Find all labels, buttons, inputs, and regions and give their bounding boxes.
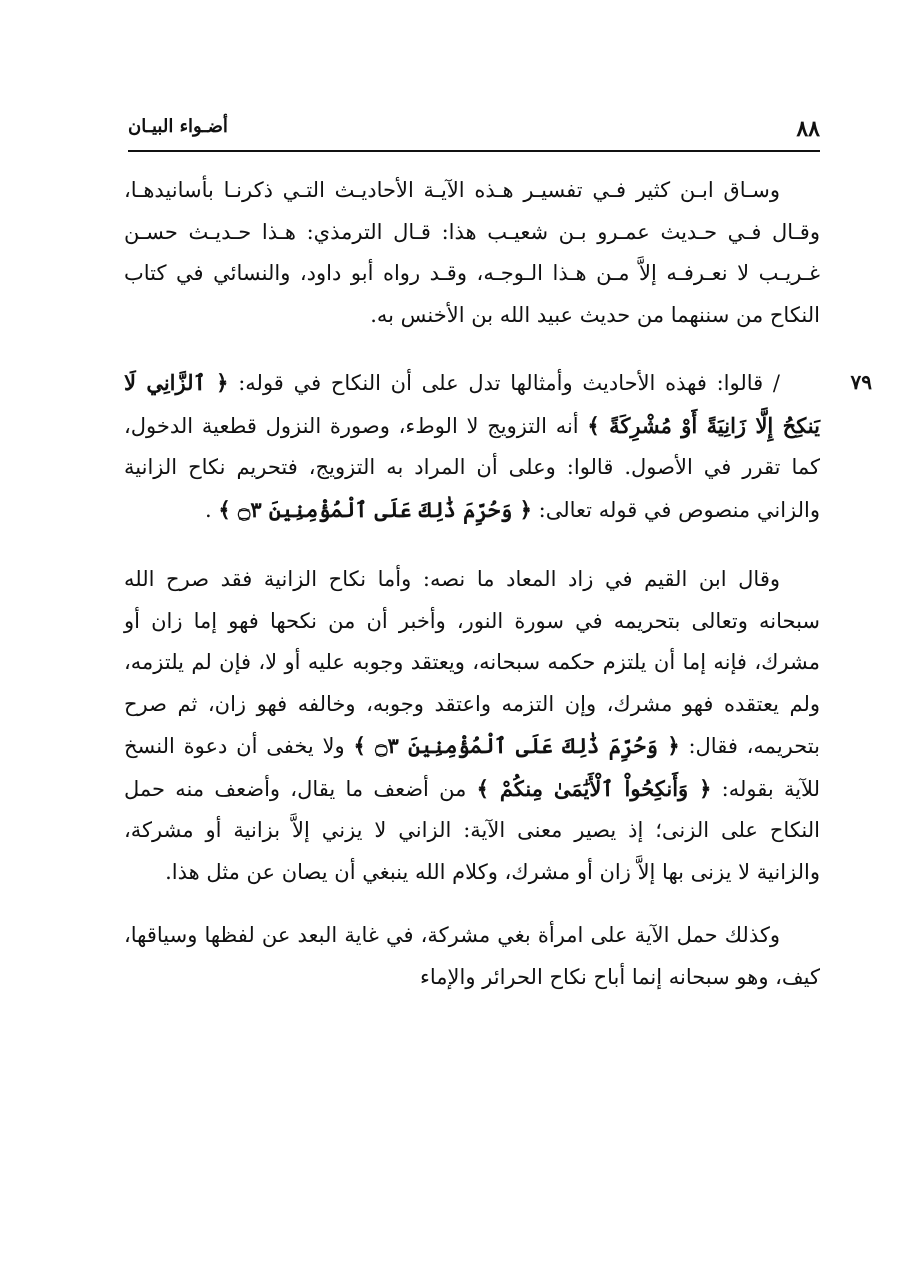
quran-verse: ﴿ ٱلزَّانِي لَا يَنكِحُ إِلَّا زَانِيَةً أَوْ مُشْرِكَةً ﴾ <box>124 370 820 438</box>
paragraph-2-text-a: / قالوا: فهذه الأحاديث وأمثالها تدل على أن النكاح في قوله: <box>238 371 780 395</box>
running-title: أضـواء البيـان <box>128 116 228 137</box>
quran-verse: ﴿ وَحُرِّمَ ذَٰلِكَ عَلَى ٱلْمُؤْمِنِينَ ۝٣ ﴾ <box>218 496 532 522</box>
paragraph-gap <box>124 893 820 915</box>
paragraph-2-text-b: أنه التزويج لا الوطء، وصورة النزول قطعية الدخول، كما تقرر في الأصول. قالوا: وعلى أن المراد به التزويج، فتحريم نكاح الزانية والزاني منصوص في قوله تعالى: <box>124 413 820 522</box>
page-header <box>128 112 820 152</box>
paragraph-2-text-c: . <box>205 497 212 522</box>
paragraph-gap <box>124 531 820 559</box>
quran-verse: ﴿ وَحُرِّمَ ذَٰلِكَ عَلَى ٱلْمُؤْمِنِينَ ۝٣ ﴾ <box>353 733 680 758</box>
paragraph-3-text-c: من أضعف ما يقال، وأضعف منه حمل النكاح على الزنى؛ إذ يصير معنى الآية: الزاني لا يزني إلاَّ بزانية أو مشركة، والزانية لا يزنى بها إلاَّ زان أو مشرك، وكلام الله ينبغي أن يصان عن مثل هذا. <box>124 776 820 884</box>
paragraph-3 <box>124 559 820 893</box>
paragraph-3-text-a: وقال ابن القيم في زاد المعاد ما نصه: وأما نكاح الزانية فقد صرح الله سبحانه وتعالى بتحريمه في سورة النور، وأخبر أن من نكحها فهو إما زان أو مشرك، فإنه إما أن يلتزم حكمه سبحانه، ويعتقد وجوبه عليه أو لا، فإن لم يلتزمه، ولم يعتقده فهو مشرك، وإن التزمه واعتقد وجوبه، وخالفه فهو زان، ثم صرح بتحريمه، فقال: <box>124 567 820 758</box>
paragraph-2-wrapper <box>124 362 872 531</box>
paragraph-4-text: وكذلك حمل الآية على امرأة بغي مشركة، في غاية البعد عن لفظها وسياقها، كيف، وهو سبحانه إنما أباح نكاح الحرائر والإماء <box>124 923 820 989</box>
paragraph-gap <box>124 336 820 362</box>
paragraph-3-text-b: ولا يخفى أن دعوة النسخ للآية بقوله: <box>124 734 820 801</box>
page-body <box>124 170 872 998</box>
paragraph-1-text: وسـاق ابـن كثير فـي تفسيـر هـذه الآيـة الأحاديـث التـي ذكرنـا بأسانيدهـا، وقـال فـي حـديث عمـرو بـن شعيـب هذا: قـال الترمذي: هـذا حـديـث حسـن غـريـب لا نعـرفـه إلاَّ مـن هـذا الـوجـه، وقـد رواه أبو داود، والنسائي في كتاب النكاح من سننهما من حديث عبيد الله بن الأخنس به. <box>124 178 820 327</box>
page-number: ٨٨ <box>796 116 820 142</box>
margin-page-number: ٧٩ <box>850 370 872 394</box>
paragraph-4 <box>124 915 820 998</box>
quran-verse: ﴿ وَأَنكِحُواْ ٱلْأَيَٰمَىٰ مِنكُمْ ﴾ <box>476 775 712 801</box>
paragraph-2 <box>124 362 820 531</box>
paragraph-1 <box>124 170 820 336</box>
